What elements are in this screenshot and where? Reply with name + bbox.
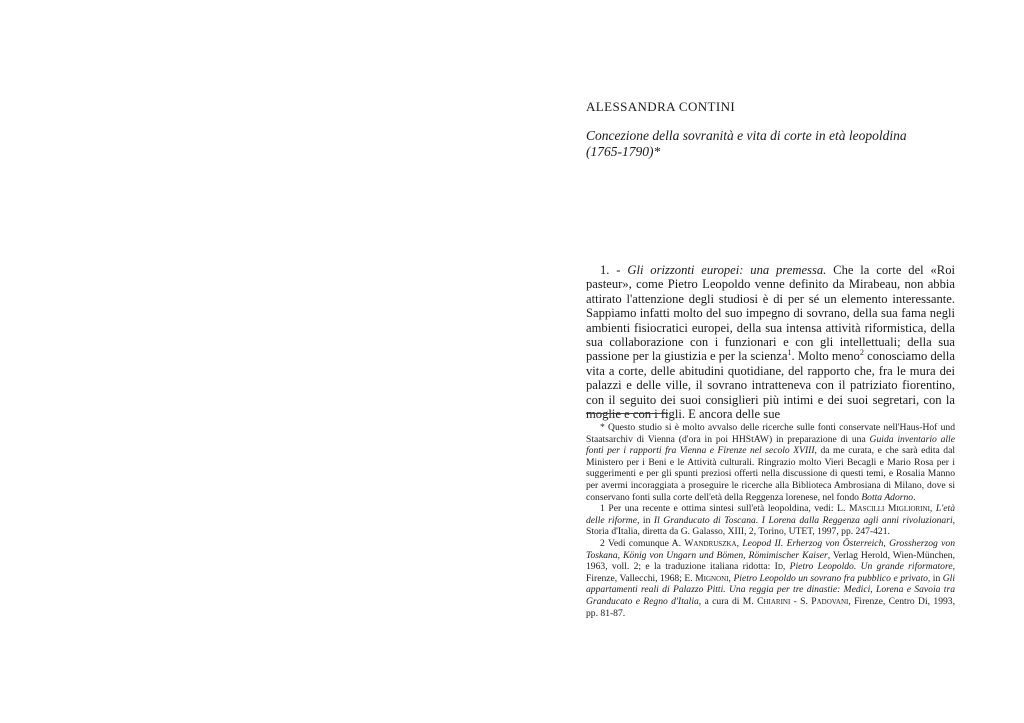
footnote-author: Mignoni bbox=[695, 572, 729, 584]
author-name: ALESSANDRA CONTINI bbox=[586, 99, 736, 114]
footnote-text: , Firenze, Centro Di, 1993, pp. 81-87. bbox=[586, 595, 955, 619]
body-text bbox=[586, 263, 955, 421]
footnotes bbox=[586, 422, 955, 619]
footnote-ref-1[interactable]: 1 bbox=[787, 348, 792, 358]
footnote-text: , Verlag Herold, Wien-München, 1963, voll. 2; e la traduzione italiana ridotta: bbox=[586, 549, 955, 573]
footnote-2 bbox=[586, 538, 955, 619]
footnote-author: Id bbox=[774, 561, 783, 573]
footnote-text: , a cura di M. bbox=[698, 595, 758, 607]
footnote-italic: Guida inventario alle fonti per i rapporti fra Vienna e Firenze nel secolo XVIII, bbox=[586, 433, 955, 457]
footnote-text: , bbox=[736, 537, 743, 549]
footnote-italic: Leopod II. Erherzog von Österreich, Grossherzog von Toskana, König von Ungarn und Bömen, Römimischer Kaiser bbox=[586, 537, 955, 561]
body-text-part-c: conosciamo della vita a corte, delle abitudini quotidiane, del rapporto che, fra le mura dei palazzi e delle ville, il sovrano intratteneva con il patriziato fiorentino, con il seguito dei suoi consiglieri più intimi e dei suoi segretari, con la moglie e con i figli. E ancora delle sue bbox=[586, 349, 955, 422]
footnote-text: , bbox=[929, 503, 936, 515]
footnote-italic: Pietro Leopoldo un sovrano fra pubblico e privato bbox=[733, 572, 928, 584]
footnote-text: , in bbox=[636, 514, 654, 526]
section-heading: Gli orizzonti europei: una premessa. bbox=[627, 263, 827, 277]
article-title bbox=[586, 128, 955, 160]
footnote-text: , bbox=[728, 572, 734, 584]
footnote-italic: Pietro Leopoldo. Un grande riformatore bbox=[789, 561, 953, 573]
footnote-author: Mascilli Migliorini bbox=[848, 503, 930, 515]
footnote-author: Chiarini bbox=[757, 595, 791, 607]
footnote-text: , Firenze, Vallecchi, 1968; E. bbox=[586, 561, 955, 584]
footnote-text: , bbox=[782, 561, 790, 573]
footnote-text: 1 Per una recente e ottima sintesi sull'età leopoldina, vedi: L. bbox=[600, 503, 849, 515]
footnote-text: * Questo studio si è molto avvalso delle ricerche sulle fonti conservate nell'Haus-Hof und Staatsarchiv di Vienna (d'ora in poi HHStAW) in preparazione di una bbox=[586, 422, 955, 445]
footnote-italic: Il Granducato di Toscana. I Lorena dalla Reggenza agli anni rivoluzionari, bbox=[653, 514, 956, 526]
footnote-italic: Botta Adorno bbox=[861, 491, 914, 503]
footnote-text: , in bbox=[927, 572, 943, 584]
footnote-star bbox=[586, 422, 955, 503]
footnote-ref-2[interactable]: 2 bbox=[859, 348, 864, 358]
title-line-2: (1765-1790)* bbox=[586, 144, 661, 159]
footnote-text: 2 Vedi comunque A. bbox=[600, 537, 685, 549]
section-number: 1. - bbox=[600, 263, 628, 277]
footnote-italic: Gli appartamenti reali di Palazzo Pitti. Una reggia per tre dinastie: Medici, Lorena e Savoia tra Granducato e Regno d'Italia bbox=[586, 572, 956, 607]
footnote-text: - S. bbox=[790, 595, 812, 607]
footnote-text: . bbox=[913, 491, 916, 503]
title-line-1: Concezione della sovranità e vita di corte in età leopoldina bbox=[586, 128, 907, 143]
footnote-italic: L'età delle riforme bbox=[586, 503, 955, 526]
footnote-text: da me curata, e che sarà edita dal Ministero per i Beni e le Attività culturali. Ringrazio molto Vieri Becagli e Mario Rosa per i suggerimenti e per gli spunti preziosi offerti nella discussione di questi temi, e Rosalia Manno per avermi incoraggiata a proseguire le ricerche alla Biblioteca Ambrosiana di Milano, dove si conservano fonti sulla corte dell'età della Reggenza lorenese, nel fondo bbox=[586, 445, 956, 503]
footnote-1 bbox=[586, 503, 955, 538]
footnote-author: Wandruszka bbox=[684, 537, 737, 549]
body-text-part-b: . Molto meno bbox=[791, 349, 860, 364]
body-text-part-a: Che la corte del «Roi pasteur», come Pietro Leopoldo venne definito da Mirabeau, non abbia attirato l'attenzione degli studiosi è di per sé un elemento interessante. Sappiamo infatti molto del suo impegno di sovrano, della sua fama negli ambienti fisiocratici europei, della sua intensa attività riformistica, della sua collaborazione con i funzionari e con gli intellettuali; della sua passione per la giustizia e per la scienza bbox=[586, 263, 956, 364]
body-paragraph bbox=[586, 263, 955, 421]
footnote-author: Padovani bbox=[811, 595, 849, 607]
footnote-text: Storia d'Italia, diretta da G. Galasso, XIII, 2, Torino, UTET, 1997, pp. 247-421. bbox=[586, 526, 890, 538]
footnote-divider bbox=[586, 413, 668, 414]
